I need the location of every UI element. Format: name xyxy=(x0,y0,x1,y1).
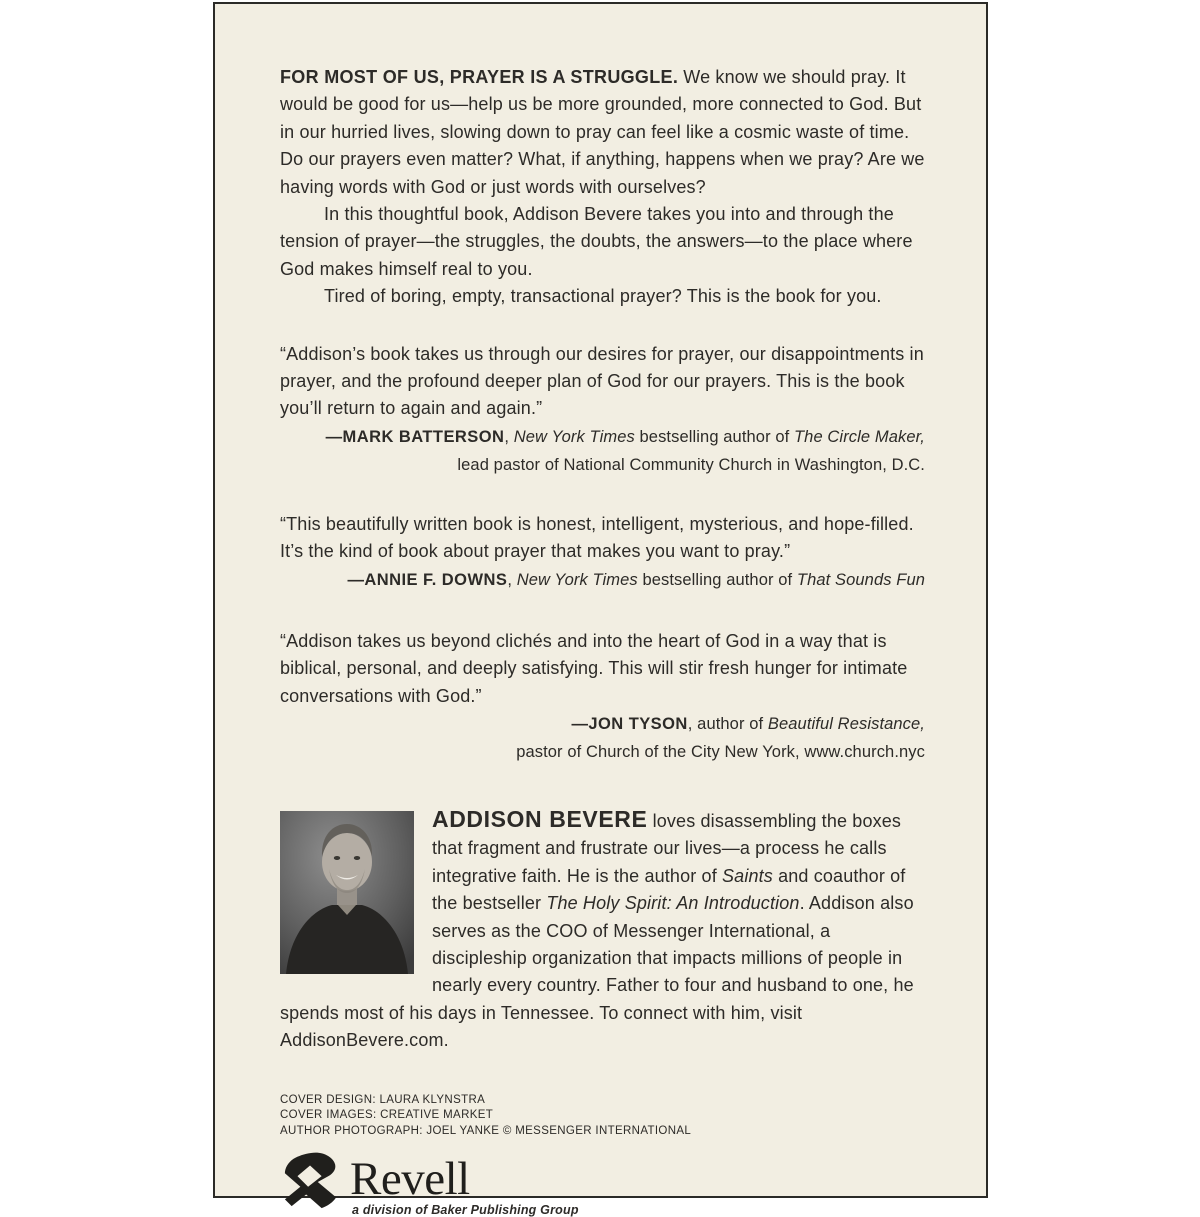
endorsement-quote: “Addison takes us beyond clichés and into the heart of God in a way that is biblical, personal, and deeply satisfying. This will stir fresh hunger for intimate conversations with God.” xyxy=(280,630,908,706)
attribution-role: bestselling author of xyxy=(634,427,794,446)
endorsement-attribution xyxy=(280,711,925,738)
author-portrait-image xyxy=(280,811,414,974)
bio-text-1: loves disassembling the boxes that fragment and frustrate our lives—a process he calls integrative faith. He is the author of xyxy=(432,810,902,886)
publisher-name: Revell xyxy=(350,1152,470,1205)
book-title: That Sounds Fun xyxy=(796,570,925,589)
author-name: ADDISON BEVERE xyxy=(432,805,648,832)
endorser-name: —ANNIE F. DOWNS xyxy=(347,570,508,589)
bio-book-holy-spirit: The Holy Spirit: An Introduction xyxy=(546,893,800,914)
publication-title: New York Times xyxy=(513,427,635,446)
endorsement-mark-batterson xyxy=(280,341,925,479)
endorsement-attribution xyxy=(280,567,925,594)
endorser-name: —JON TYSON xyxy=(571,714,688,733)
credit-author-photograph: AUTHOR PHOTOGRAPH: JOEL YANKE © MESSENGER INTERNATIONAL xyxy=(280,1125,692,1138)
credit-cover-design: COVER DESIGN: LAURA KLYNSTRA xyxy=(280,1093,486,1106)
author-photo xyxy=(280,811,414,974)
intro-paragraph-3: Tired of boring, empty, transactional prayer? This is the book for you. xyxy=(324,286,882,307)
bio-book-saints: Saints xyxy=(722,865,773,886)
endorsement-quote: “This beautifully written book is honest, intelligent, mysterious, and hope-filled. It’s the kind of book about prayer that makes you want to pray.” xyxy=(280,513,914,562)
bio-text-3: . Addison also serves as the COO of Messenger International, a discipleship organization that impacts millions of people in nearly every country. Father to four and husband to one, he spends most of his days in Tennessee. To connect with him, visit AddisonBevere.com. xyxy=(280,893,914,1051)
attribution-role: bestselling author of xyxy=(637,570,797,589)
endorsement-attribution xyxy=(280,424,925,451)
attribution-role: author of xyxy=(697,714,768,733)
intro-paragraph-1-rest: We know we should pray. It would be good for us—help us be more grounded, more connected to God. But in our hurried lives, slowing down to pray can feel like a cosmic waste of time. Do our prayers even matter? What, if anything, happens when we pray? Are we having words with God or just words with ourselves? xyxy=(280,67,925,197)
endorsement-annie-downs xyxy=(280,511,925,594)
endorsement-quote: “Addison’s book takes us through our desires for prayer, our disappointments in prayer, and the profound deeper plan of God for our prayers. This is the book you’ll return to again and again.” xyxy=(280,343,924,419)
book-back-cover xyxy=(213,2,988,1217)
publisher-division: a division of Baker Publishing Group xyxy=(352,1202,579,1217)
credits-block xyxy=(280,1093,925,1140)
attribution-separator: , xyxy=(507,570,517,589)
publisher-text xyxy=(350,1152,579,1217)
endorsement-attribution-line2: lead pastor of National Community Church in Washington, D.C. xyxy=(457,455,925,474)
book-title: Beautiful Resistance, xyxy=(767,714,925,733)
lead-in-text: FOR MOST OF US, PRAYER IS A STRUGGLE. xyxy=(280,67,679,87)
endorser-name: —MARK BATTERSON xyxy=(325,427,505,446)
attribution-separator: , xyxy=(687,714,698,733)
attribution-separator: , xyxy=(504,427,514,446)
bio-text-2: and coauthor of the bestseller xyxy=(432,865,906,914)
endorsement-attribution-line2: pastor of Church of the City New York, www.church.nyc xyxy=(516,742,925,761)
intro-paragraph-1 xyxy=(280,64,925,201)
intro-paragraph-2: In this thoughtful book, Addison Bevere takes you into and through the tension of prayer—the struggles, the doubts, the answers—to the place where God makes himself real to you. xyxy=(280,204,913,279)
endorsement-jon-tyson xyxy=(280,628,925,766)
publication-title: New York Times xyxy=(516,570,638,589)
credit-cover-images: COVER IMAGES: CREATIVE MARKET xyxy=(280,1109,494,1122)
book-title: The Circle Maker, xyxy=(794,427,925,446)
revell-logo-icon xyxy=(280,1152,342,1210)
author-bio-section xyxy=(280,806,925,1055)
publisher-block xyxy=(280,1152,925,1217)
